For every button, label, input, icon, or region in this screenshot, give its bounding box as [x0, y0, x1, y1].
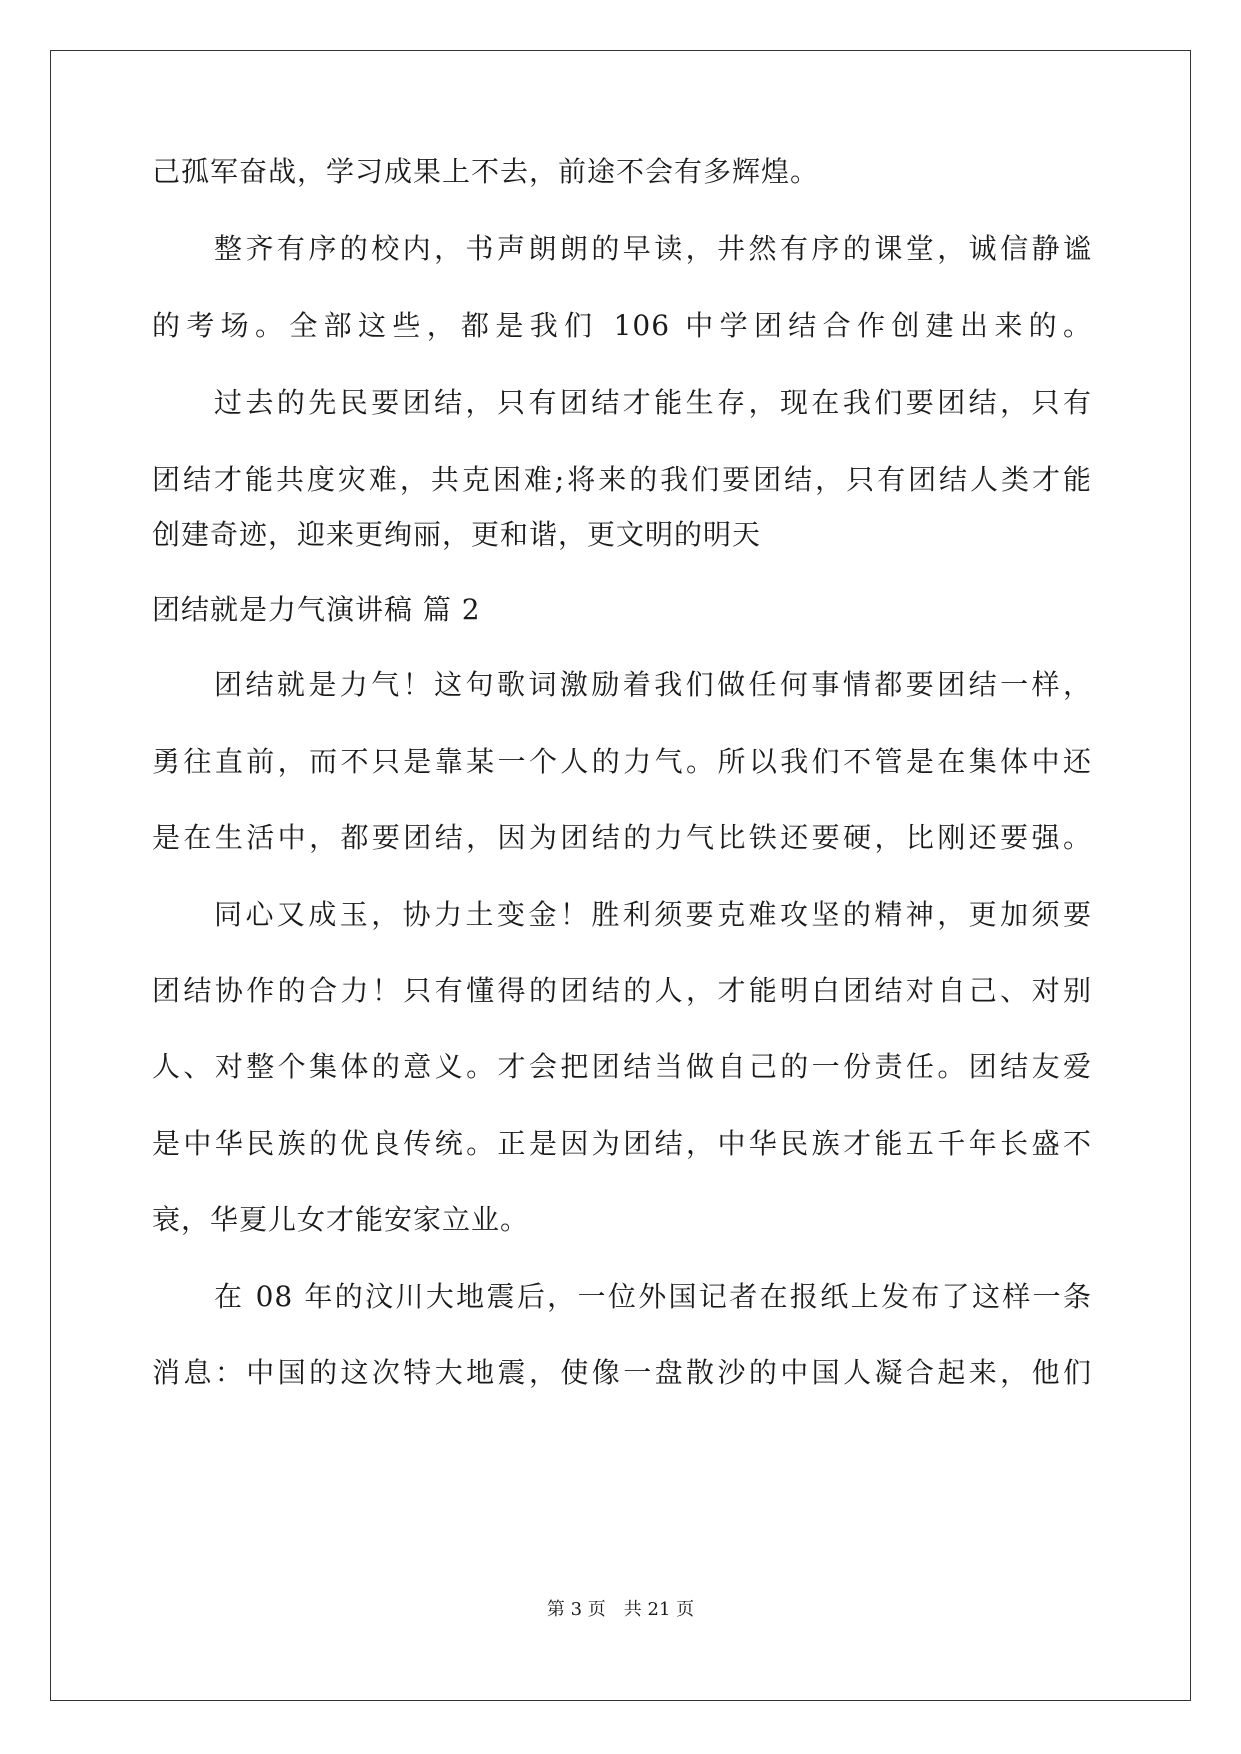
paragraph-line: 消息：中国的这次特大地震，使像一盘散沙的中国人凝合起来，他们 — [152, 1356, 1092, 1389]
paragraph-line: 同心又成玉，协力土变金！胜利须要克难攻坚的精神，更加须要 — [214, 898, 1092, 931]
paragraph-line: 的考场。全部这些，都是我们 106 中学团结合作创建出来的。 — [152, 309, 1092, 342]
paragraph-line: 团结才能共度灾难，共克困难;将来的我们要团结，只有团结人类才能 — [152, 463, 1092, 496]
paragraph-line: 团结就是力气！这句歌词激励着我们做任何事情都要团结一样， — [214, 668, 1092, 701]
paragraph-line: 是中华民族的优良传统。正是因为团结，中华民族才能五千年长盛不 — [152, 1127, 1092, 1160]
paragraph-line: 勇往直前，而不只是靠某一个人的力气。所以我们不管是在集体中还 — [152, 745, 1092, 778]
page-footer — [0, 1598, 1241, 1622]
page-border — [50, 50, 1191, 1701]
paragraph-line: 在 08 年的汶川大地震后，一位外国记者在报纸上发布了这样一条 — [214, 1280, 1092, 1313]
paragraph-line: 是在生活中，都要团结，因为团结的力气比铁还要硬，比刚还要强。 — [152, 821, 1092, 854]
page-number-label: 第 3 页 共 21 页 — [546, 1599, 695, 1620]
paragraph-line: 过去的先民要团结，只有团结才能生存，现在我们要团结，只有 — [214, 386, 1092, 419]
text-line-1: 己孤军奋战，学习成果上不去，前途不会有多辉煌。 — [152, 155, 820, 188]
paragraph-line: 衰，华夏儿女才能安家立业。 — [152, 1203, 530, 1236]
paragraph-line: 整齐有序的校内，书声朗朗的早读，井然有序的课堂，诚信静谧 — [214, 232, 1092, 265]
paragraph-line: 人、对整个集体的意义。才会把团结当做自己的一份责任。团结友爱 — [152, 1050, 1092, 1083]
paragraph-line: 创建奇迹，迎来更绚丽，更和谐，更文明的明天 — [152, 518, 762, 551]
paragraph-line: 团结协作的合力！只有懂得的团结的人，才能明白团结对自己、对别 — [152, 974, 1092, 1007]
section-heading: 团结就是力气演讲稿 篇 2 — [152, 593, 481, 626]
